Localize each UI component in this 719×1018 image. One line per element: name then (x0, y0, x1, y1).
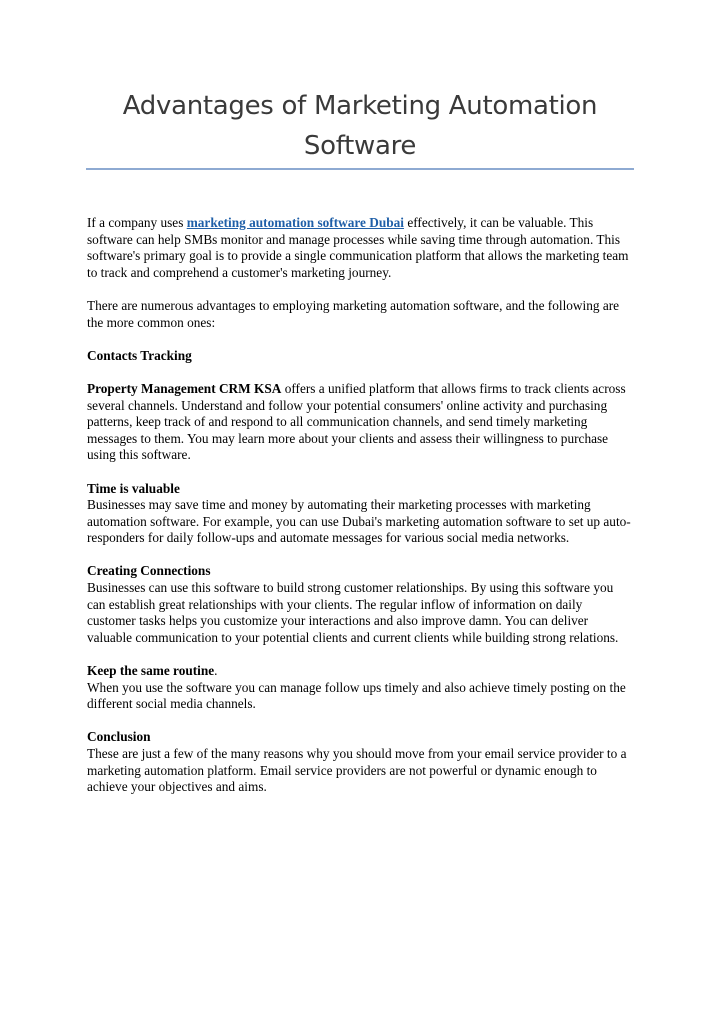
creating-connections-section (87, 563, 632, 646)
marketing-automation-link[interactable]: marketing automation software Dubai (186, 215, 405, 230)
keep-routine-body: When you use the software you can manage follow ups timely and also achieve timely posting on the different social media channels. (87, 679, 626, 712)
title-divider (86, 168, 634, 170)
contacts-tracking-heading (87, 348, 632, 365)
intro-paragraph (87, 215, 632, 281)
contacts-tracking-heading-text: Contacts Tracking (87, 347, 192, 363)
creating-connections-body: Businesses can use this software to build strong customer relationships. By using this software you can establish great relationships with your clients. The regular inflow of information on daily customer tasks helps you customize your interactions and also improve damn. You can deliver valuable communication to your potential clients and current clients while building strong relations. (87, 580, 619, 645)
contacts-tracking-body: offers a unified platform that allows firms to track clients across several channels. Understand and follow your potential consumers' online activity and purchasing patterns, keep track of and respond to all communication channels, and send timely marketing messages to them. You may learn more about your clients and assess their willingness to purchase using this software. (87, 380, 626, 463)
intro-text-after: effectively, it can be valuable. This software can help SMBs monitor and manage processes while saving time through automation. This software's primary goal is to provide a single communication platform that allows the marketing team to track and comprehend a customer's marketing journey. (87, 215, 629, 280)
document-body (87, 215, 632, 812)
intro-text-before: If a company uses (87, 215, 187, 230)
page-title: Advantages of Marketing Automation Software (122, 91, 598, 161)
conclusion-body: These are just a few of the many reasons why you should move from your email service provider to a marketing automation platform. Email service providers are not powerful or dynamic enough to achieve your objectives and aims. (87, 746, 627, 795)
contacts-tracking-lead: Property Management CRM KSA (87, 380, 282, 396)
conclusion-heading: Conclusion (87, 729, 151, 745)
keep-routine-section (87, 663, 632, 713)
advantages-intro-paragraph: There are numerous advantages to employing marketing automation software, and the following are the more common ones: (87, 297, 620, 330)
time-valuable-body: Businesses may save time and money by automating their marketing processes with marketing automation software. For example, you can use Dubai's marketing automation software to set up auto-responders for daily follow-ups and automate messages for various social media networks. (87, 497, 631, 546)
contacts-tracking-paragraph (87, 381, 632, 464)
time-valuable-heading: Time is valuable (87, 480, 180, 496)
keep-routine-heading: Keep the same routine (87, 663, 215, 679)
time-valuable-section (87, 481, 632, 547)
keep-routine-heading-suffix: . (214, 663, 218, 679)
creating-connections-heading: Creating Connections (87, 563, 211, 579)
conclusion-section (87, 729, 632, 795)
